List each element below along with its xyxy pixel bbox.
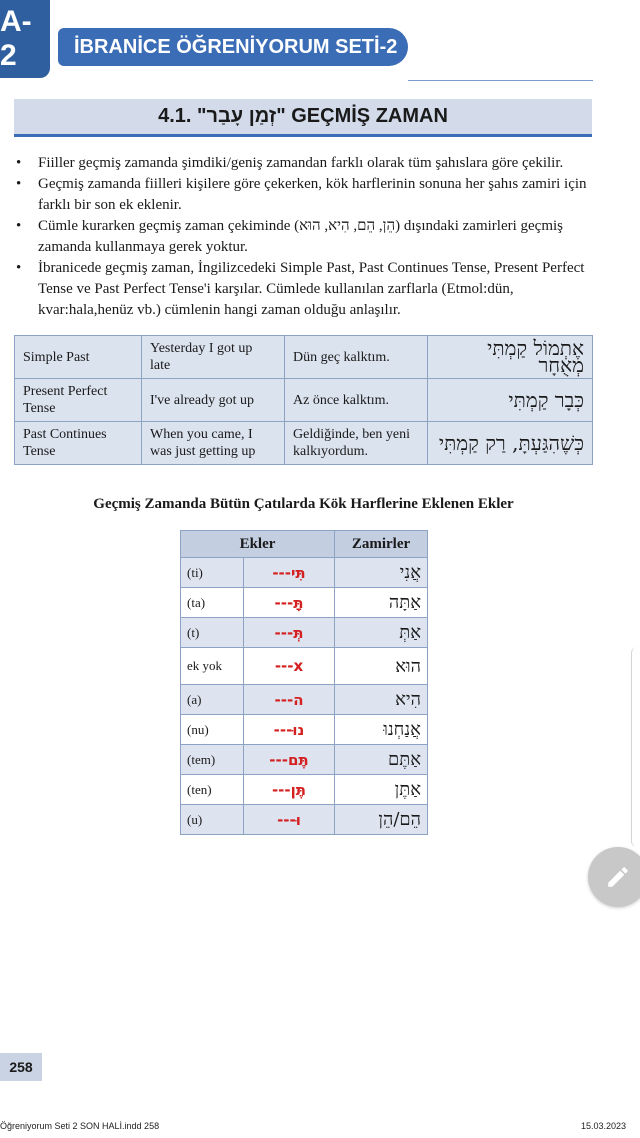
pronoun: אַתְּ bbox=[335, 618, 428, 648]
table-row bbox=[181, 805, 428, 835]
page-number-box bbox=[0, 1053, 42, 1081]
table-row bbox=[181, 648, 428, 685]
bullet-item: • Cümle kurarken geçmiş zaman çekiminde (הֵן, הֵם, הִיא, הוּא) dışındaki zamirleri geçmiş zamanda kullanmaya gerek yoktur. bbox=[14, 216, 594, 258]
table-row bbox=[15, 422, 593, 465]
table-header-row bbox=[181, 531, 428, 558]
section-title: 4.1. "זְמַן עָבַר" GEÇMİŞ ZAMAN bbox=[158, 105, 448, 127]
turkish-example: Geldiğinde, ben yeni kalkıyordum. bbox=[285, 422, 428, 465]
pronoun: אֲנַחְנוּ bbox=[335, 715, 428, 745]
series-title: İBRANİCE ÖĞRENİYORUM SETİ-2 bbox=[74, 35, 398, 58]
bullet-item: • Fiiller geçmiş zamanda şimdiki/geniş zamandan farklı olarak tüm şahıslara göre çekilir. bbox=[14, 153, 594, 174]
table-row bbox=[181, 775, 428, 805]
latin-suffix: ek yok bbox=[181, 648, 244, 685]
pronoun: הִיא bbox=[335, 685, 428, 715]
pencil-icon bbox=[605, 864, 631, 890]
hebrew-suffix: ---תְּ bbox=[244, 618, 335, 648]
bullet-item: • Geçmiş zamanda fiilleri kişilere göre çekerken, kök harflerinin sonuna her şahıs zamiri için farklı bir son ek eklenir. bbox=[14, 174, 594, 216]
english-example: Yesterday I got up late bbox=[142, 336, 285, 379]
pronoun: אֲנִי bbox=[335, 558, 428, 588]
series-code-tab bbox=[0, 0, 50, 78]
latin-suffix: (ta) bbox=[181, 588, 244, 618]
hebrew-suffix: ---נוּ bbox=[244, 715, 335, 745]
turkish-example: Dün geç kalktım. bbox=[285, 336, 428, 379]
pronoun: הוּא bbox=[335, 648, 428, 685]
header-rule bbox=[408, 80, 593, 81]
pronoun: אַתֶּן bbox=[335, 775, 428, 805]
hebrew-suffix: ---תָּ bbox=[244, 588, 335, 618]
edit-button[interactable] bbox=[588, 847, 640, 907]
file-info: Öğreniyorum Seti 2 SON HALİ.indd 258 bbox=[0, 1121, 160, 1131]
series-code: A-2 bbox=[0, 5, 32, 72]
latin-suffix: (nu) bbox=[181, 715, 244, 745]
tense-table bbox=[14, 335, 593, 465]
table-row bbox=[181, 588, 428, 618]
hebrew-suffix: ---וּ bbox=[244, 805, 335, 835]
hebrew-suffix: ---תֶּם bbox=[244, 745, 335, 775]
scroll-handle[interactable] bbox=[631, 647, 640, 847]
tense-name: Present Perfect Tense bbox=[15, 379, 142, 422]
table-row bbox=[15, 379, 593, 422]
table-row bbox=[181, 745, 428, 775]
series-title-banner bbox=[58, 28, 408, 66]
suffix-table bbox=[180, 530, 428, 835]
pronoun: אַתֶּם bbox=[335, 745, 428, 775]
hebrew-example: כְּבָר קַמְתִּי bbox=[428, 379, 593, 422]
bullet-item: • İbranicede geçmiş zaman, İngilizcedeki Simple Past, Past Continues Tense, Present Perfect Tense ve Past Perfect Tense'i karşılar. Cümlede kullanılan zarflarla (Etmol:dün, kvar:hala,henüz vb.) cümlenin hangi zaman olduğu anlaşılır. bbox=[14, 258, 594, 321]
print-date: 15.03.2023 bbox=[581, 1121, 627, 1131]
latin-suffix: (a) bbox=[181, 685, 244, 715]
bullet-list bbox=[14, 153, 594, 321]
table-row bbox=[181, 715, 428, 745]
hebrew-example: אֶתְמוֹל קַמְתִּי מְאֻחָר bbox=[428, 336, 593, 379]
hebrew-suffix: ---תִּי bbox=[244, 558, 335, 588]
latin-suffix: (t) bbox=[181, 618, 244, 648]
section-title-bar bbox=[14, 99, 592, 137]
english-example: When you came, I was just getting up bbox=[142, 422, 285, 465]
table-row bbox=[181, 685, 428, 715]
hebrew-suffix: ---ה bbox=[244, 685, 335, 715]
english-example: I've already got up bbox=[142, 379, 285, 422]
turkish-example: Az önce kalktım. bbox=[285, 379, 428, 422]
tense-name: Past Continues Tense bbox=[15, 422, 142, 465]
pronouns-header: Zamirler bbox=[335, 531, 428, 558]
hebrew-suffix: ---תֶּן bbox=[244, 775, 335, 805]
hebrew-example: כְּשֶׁהִגַּעְתָּ, רַק קַמְתִּי bbox=[428, 422, 593, 465]
tense-name: Simple Past bbox=[15, 336, 142, 379]
page-number: 258 bbox=[9, 1059, 33, 1075]
table-row bbox=[181, 558, 428, 588]
suffixes-header: Ekler bbox=[181, 531, 335, 558]
latin-suffix: (u) bbox=[181, 805, 244, 835]
pronoun: הֵם/הֵן bbox=[335, 805, 428, 835]
latin-suffix: (ti) bbox=[181, 558, 244, 588]
latin-suffix: (tem) bbox=[181, 745, 244, 775]
table-row bbox=[15, 336, 593, 379]
pronoun: אַתָּה bbox=[335, 588, 428, 618]
table-row bbox=[181, 618, 428, 648]
hebrew-suffix: ---x bbox=[244, 648, 335, 685]
latin-suffix: (ten) bbox=[181, 775, 244, 805]
suffix-table-title: Geçmiş Zamanda Bütün Çatılarda Kök Harflerine Eklenen Ekler bbox=[93, 496, 514, 512]
